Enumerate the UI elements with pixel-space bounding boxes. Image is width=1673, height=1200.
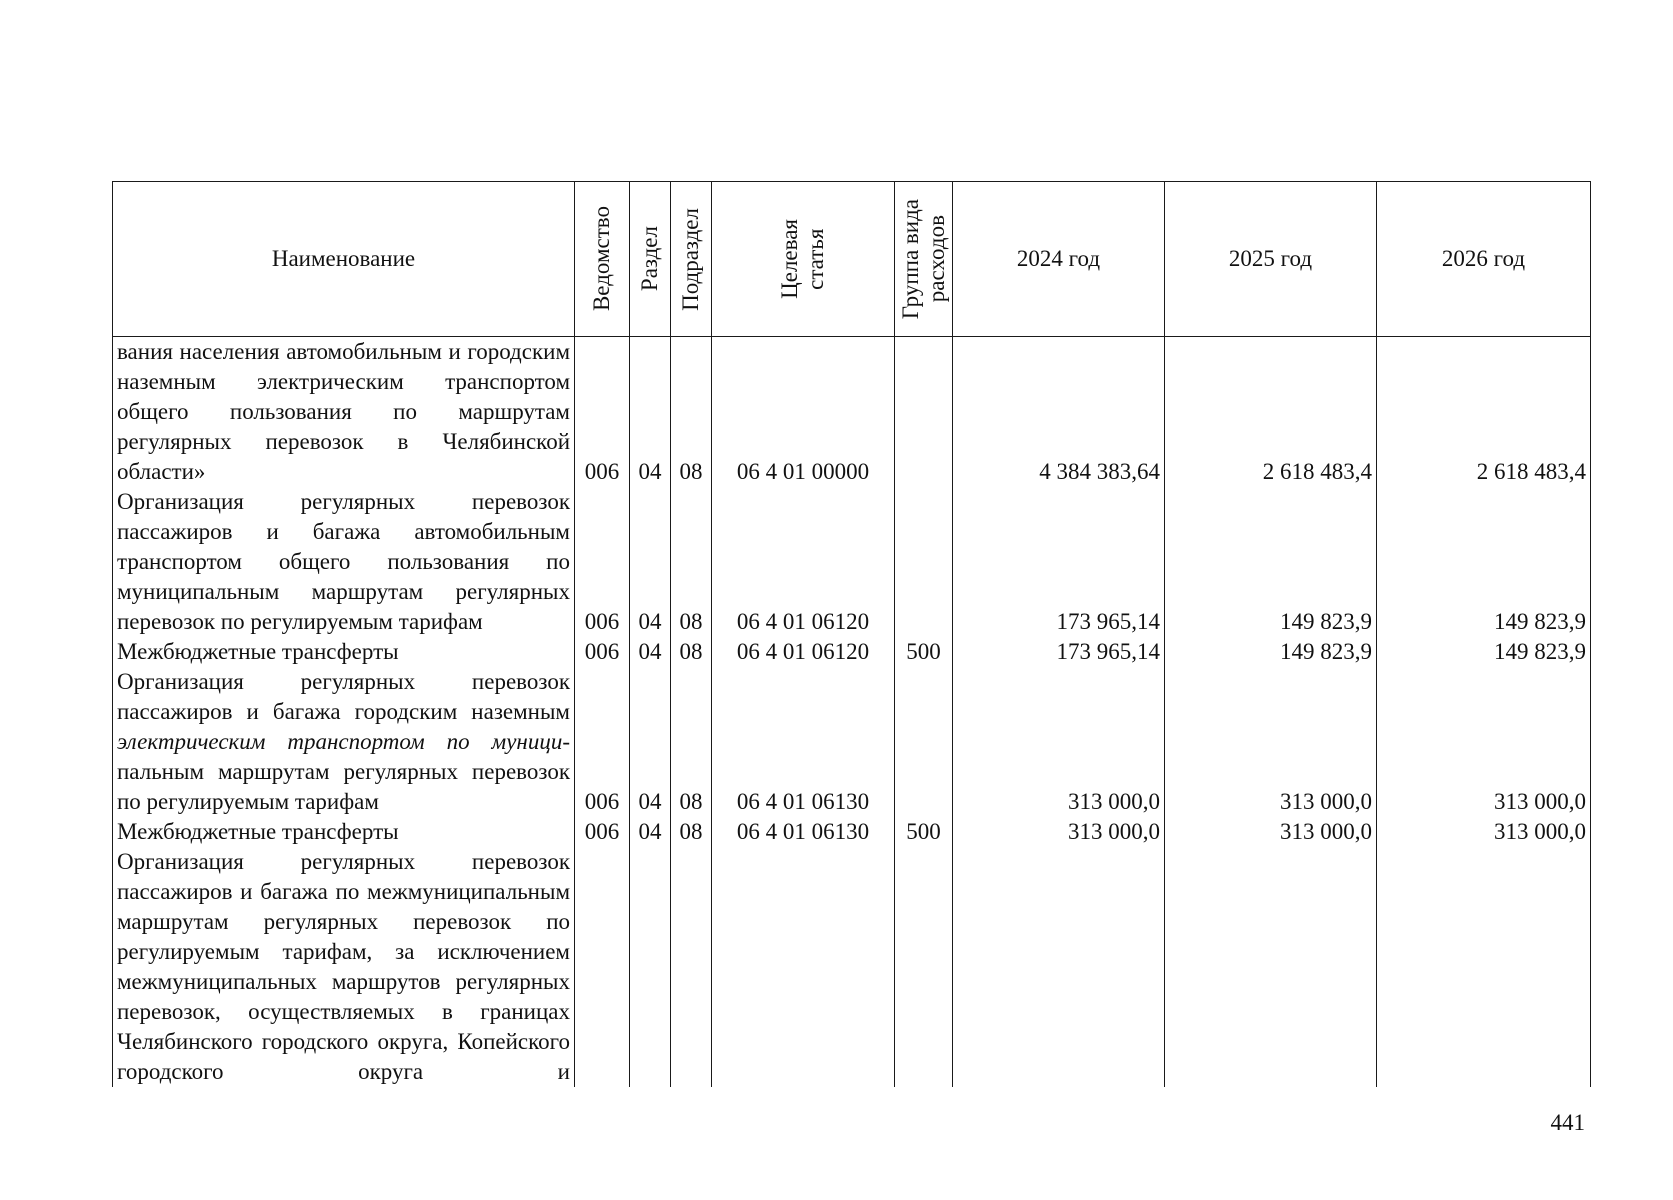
row-gruppa: 500	[895, 817, 953, 847]
row-year-2026: 2 618 483,4	[1377, 337, 1591, 488]
row-year-2025	[1165, 847, 1377, 1087]
row-celevaya: 06 4 01 06120	[712, 487, 895, 637]
row-gruppa	[895, 667, 953, 817]
row-celevaya: 06 4 01 06120	[712, 637, 895, 667]
header-celevaya-label: Целевая статья	[777, 219, 828, 299]
row-podrazdel: 08	[671, 667, 712, 817]
row-razdel: 04	[630, 637, 671, 667]
header-vedomstvo	[575, 182, 630, 337]
row-name: Межбюджетные трансферты	[113, 817, 575, 847]
row-celevaya: 06 4 01 06130	[712, 817, 895, 847]
header-year-2024	[953, 182, 1165, 337]
table-row	[113, 637, 1591, 667]
row-year-2026: 149 823,9	[1377, 487, 1591, 637]
row-razdel: 04	[630, 337, 671, 488]
header-gruppa-label: Группа вида расходов	[897, 198, 949, 320]
header-podrazdel	[671, 182, 712, 337]
header-year-2026	[1377, 182, 1591, 337]
row-podrazdel: 08	[671, 487, 712, 637]
header-year-2024-label: 2024 год	[1016, 246, 1101, 271]
row-name-part: пальным маршрутам регулярных перевозок по регулируемым тарифам	[117, 759, 570, 814]
row-year-2026: 149 823,9	[1377, 637, 1591, 667]
header-name-label: Наименование	[271, 246, 416, 271]
header-year-2025-label: 2025 год	[1228, 246, 1313, 271]
row-podrazdel: 08	[671, 817, 712, 847]
table-row	[113, 337, 1591, 488]
row-celevaya: 06 4 01 00000	[712, 337, 895, 488]
table-row	[113, 487, 1591, 637]
row-vedomstvo: 006	[575, 817, 630, 847]
row-gruppa	[895, 337, 953, 488]
header-razdel-label: Раздел	[637, 226, 662, 292]
row-gruppa: 500	[895, 637, 953, 667]
row-vedomstvo: 006	[575, 337, 630, 488]
row-year-2024: 4 384 383,64	[953, 337, 1165, 488]
row-razdel	[630, 847, 671, 1087]
row-year-2025: 313 000,0	[1165, 667, 1377, 817]
row-podrazdel	[671, 847, 712, 1087]
row-year-2026	[1377, 847, 1591, 1087]
header-celevaya	[712, 182, 895, 337]
header-year-2025	[1165, 182, 1377, 337]
row-year-2024	[953, 847, 1165, 1087]
row-name: Организация регулярных перевозок пассажиров и багажа городским наземным электрическим транспортом по муници-пальным маршрутам регулярных перевозок по регулируемым тарифам	[113, 667, 575, 817]
row-name: Организация регулярных перевозок пассажиров и багажа по межмуниципальным маршрутам регулярных перевозок по регулируемым тарифам, за исключением межмуниципальных маршрутов регулярных перевозок, осуществляемых в границах Челябинского городского округа, Копейского городского округа и	[113, 847, 575, 1087]
row-name: Межбюджетные трансферты	[113, 637, 575, 667]
row-vedomstvo: 006	[575, 637, 630, 667]
row-podrazdel: 08	[671, 637, 712, 667]
row-year-2025: 313 000,0	[1165, 817, 1377, 847]
header-name	[113, 182, 575, 337]
row-gruppa	[895, 847, 953, 1087]
row-celevaya: 06 4 01 06130	[712, 667, 895, 817]
table-row	[113, 817, 1591, 847]
table-row	[113, 667, 1591, 817]
row-year-2024: 173 965,14	[953, 487, 1165, 637]
row-year-2026: 313 000,0	[1377, 667, 1591, 817]
row-year-2025: 149 823,9	[1165, 637, 1377, 667]
row-year-2024: 173 965,14	[953, 637, 1165, 667]
row-gruppa	[895, 487, 953, 637]
header-vedomstvo-label: Ведомство	[589, 206, 614, 312]
row-name: Организация регулярных перевозок пассажиров и багажа автомобильным транспортом общего пользования по муниципальным маршрутам регулярных перевозок по регулируемым тарифам	[113, 487, 575, 637]
row-vedomstvo: 006	[575, 667, 630, 817]
row-razdel: 04	[630, 667, 671, 817]
row-razdel: 04	[630, 817, 671, 847]
row-vedomstvo	[575, 847, 630, 1087]
row-year-2026: 313 000,0	[1377, 817, 1591, 847]
header-podrazdel-label: Подраздел	[678, 207, 703, 311]
row-name-italic-part: электрическим транспортом по муници	[117, 729, 563, 754]
table-header-row	[113, 182, 1591, 337]
header-razdel	[630, 182, 671, 337]
row-celevaya	[712, 847, 895, 1087]
row-year-2024: 313 000,0	[953, 667, 1165, 817]
row-year-2025: 149 823,9	[1165, 487, 1377, 637]
budget-table	[112, 181, 1591, 1087]
row-year-2024: 313 000,0	[953, 817, 1165, 847]
row-name: вания населения автомобильным и городским наземным электрическим транспортом общего пользования по маршрутам регулярных перевозок в Челябинской области»	[113, 337, 575, 488]
page-number: 441	[1550, 1110, 1585, 1135]
row-vedomstvo: 006	[575, 487, 630, 637]
row-name-part: Организация регулярных перевозок пассажиров и багажа городским наземным	[117, 669, 570, 724]
header-year-2026-label: 2026 год	[1441, 246, 1526, 271]
header-gruppa	[895, 182, 953, 337]
row-razdel: 04	[630, 487, 671, 637]
table-row	[113, 847, 1591, 1087]
row-podrazdel: 08	[671, 337, 712, 488]
row-year-2025: 2 618 483,4	[1165, 337, 1377, 488]
